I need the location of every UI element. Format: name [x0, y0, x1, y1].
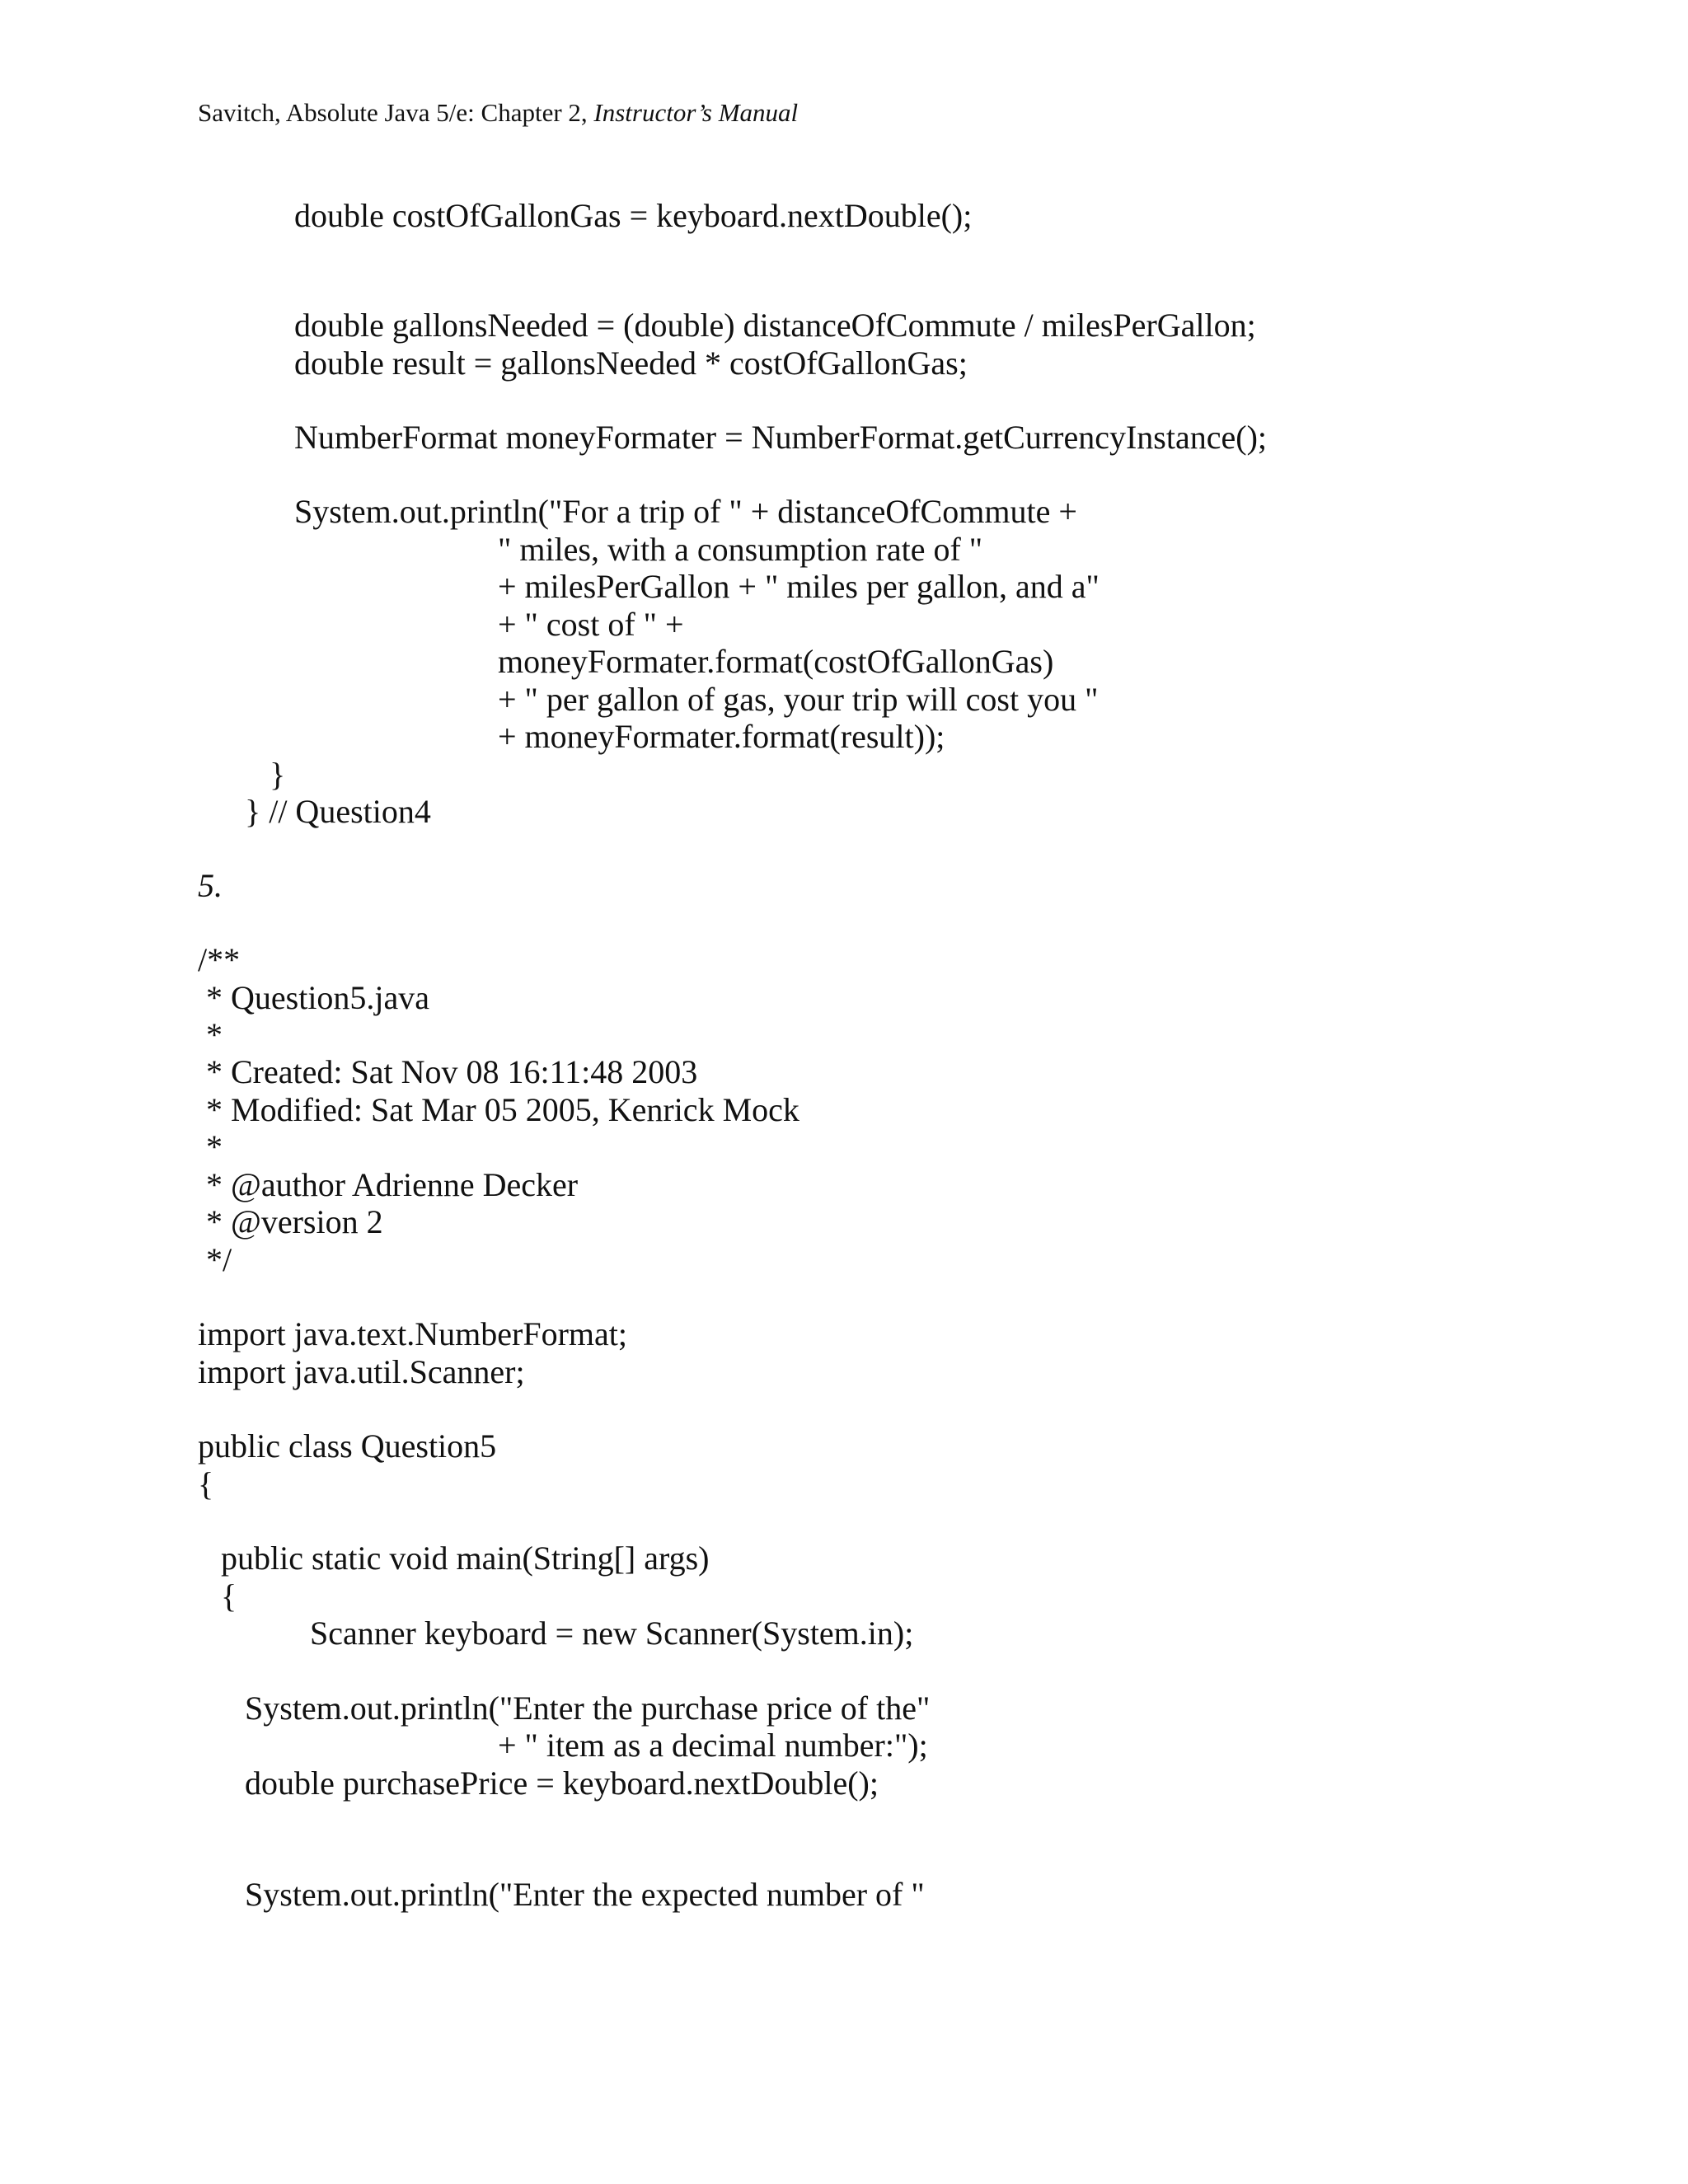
code-line: " miles, with a consumption rate of "	[498, 531, 983, 568]
code-line: }	[270, 756, 286, 793]
code-line: System.out.println("For a trip of " + distanceOfCommute +	[294, 493, 1077, 530]
code-line: * @version 2	[198, 1203, 383, 1240]
code-line: + " per gallon of gas, your trip will cost you "	[498, 681, 1099, 718]
code-line: public class Question5	[198, 1427, 497, 1465]
code-line: public static void main(String[] args)	[221, 1540, 710, 1577]
code-line: {	[198, 1465, 214, 1502]
code-line: + moneyFormater.format(result));	[498, 718, 945, 755]
page-header	[198, 96, 798, 129]
section-number: 5.	[198, 867, 223, 904]
code-line: double gallonsNeeded = (double) distanceOfCommute / milesPerGallon;	[294, 307, 1256, 344]
code-line: double result = gallonsNeeded * costOfGallonGas;	[294, 344, 968, 382]
code-line: {	[221, 1577, 237, 1615]
code-line: System.out.println("Enter the purchase price of the"	[245, 1690, 931, 1727]
code-line: NumberFormat moneyFormater = NumberFormat.getCurrencyInstance();	[294, 419, 1267, 456]
header-text: Savitch, Absolute Java 5/e: Chapter 2,	[198, 98, 594, 127]
header-italic-text: Instructor’s Manual	[593, 98, 799, 127]
code-line: */	[198, 1241, 232, 1278]
code-line: double costOfGallonGas = keyboard.nextDouble();	[294, 197, 973, 234]
code-line: + milesPerGallon + " miles per gallon, and a"	[498, 568, 1100, 605]
code-line: Scanner keyboard = new Scanner(System.in);	[310, 1615, 914, 1652]
code-line: * Question5.java	[198, 979, 430, 1016]
code-line: double purchasePrice = keyboard.nextDouble();	[245, 1765, 879, 1802]
code-line: + " cost of " +	[498, 606, 684, 643]
code-line: import java.text.NumberFormat;	[198, 1315, 627, 1352]
code-line: *	[198, 1016, 223, 1053]
code-line: import java.util.Scanner;	[198, 1353, 525, 1390]
code-line: * @author Adrienne Decker	[198, 1166, 579, 1203]
code-line: moneyFormater.format(costOfGallonGas)	[498, 643, 1054, 680]
code-line: + " item as a decimal number:");	[498, 1727, 928, 1764]
code-line: System.out.println("Enter the expected number of "	[245, 1876, 925, 1913]
code-line: * Modified: Sat Mar 05 2005, Kenrick Mock	[198, 1091, 799, 1128]
code-line: /**	[198, 941, 241, 978]
code-line: * Created: Sat Nov 08 16:11:48 2003	[198, 1053, 698, 1090]
code-line: } // Question4	[245, 793, 431, 830]
code-line: *	[198, 1128, 223, 1165]
